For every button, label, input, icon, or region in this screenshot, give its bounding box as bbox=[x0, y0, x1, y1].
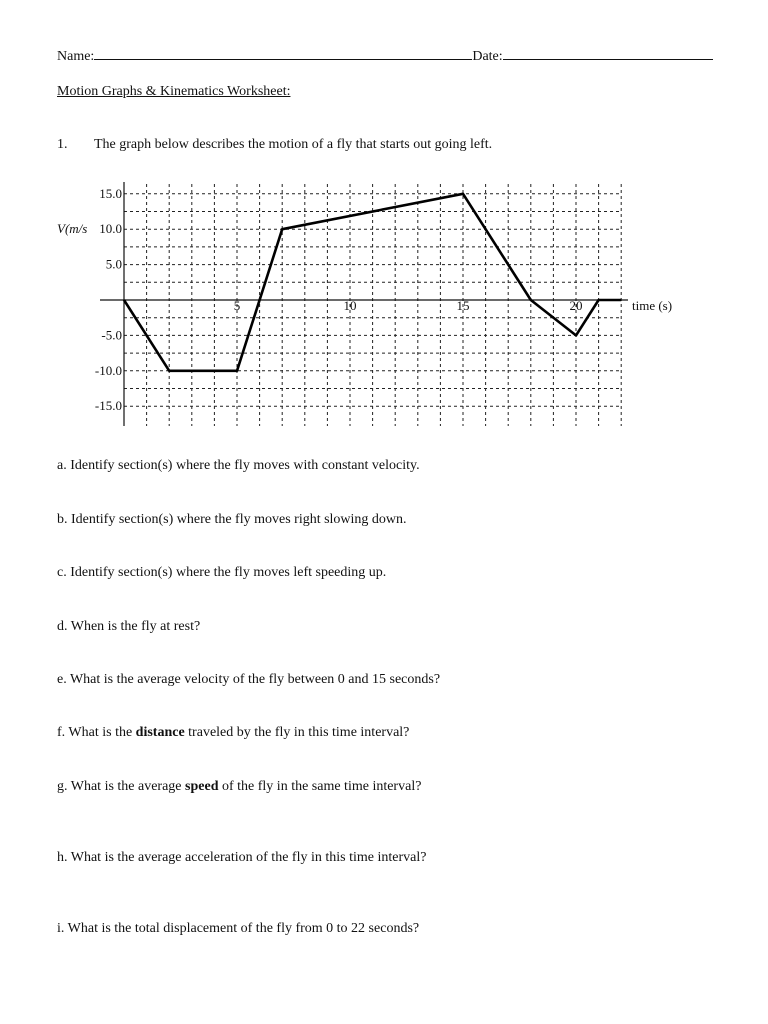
x-tick-label: 20 bbox=[569, 298, 583, 313]
velocity-time-graph bbox=[0, 170, 768, 440]
question-text: a. Identify section(s) where the fly moves with constant velocity. bbox=[57, 458, 420, 473]
question-emphasis: speed bbox=[185, 779, 219, 794]
question-text-tail: traveled by the fly in this time interval? bbox=[184, 725, 410, 740]
y-tick-label: 10.0 bbox=[99, 221, 122, 237]
question-b bbox=[57, 512, 407, 528]
name-label: Name: bbox=[57, 49, 95, 64]
question-i bbox=[57, 921, 419, 937]
question-text: g. What is the average bbox=[57, 779, 186, 794]
question-f bbox=[57, 725, 409, 741]
question-emphasis: distance bbox=[135, 725, 185, 740]
question-text: h. What is the average acceleration of the fly in this time interval? bbox=[57, 850, 427, 865]
name-blank[interactable] bbox=[94, 47, 472, 60]
y-tick-label: -10.0 bbox=[94, 362, 122, 378]
question-text: f. What is the bbox=[57, 725, 136, 740]
y-tick-label: 5.0 bbox=[105, 256, 122, 272]
question-g bbox=[57, 779, 421, 795]
x-axis-label: time (s) bbox=[632, 298, 673, 313]
question-d bbox=[57, 619, 200, 635]
worksheet-title: Motion Graphs & Kinematics Worksheet: bbox=[57, 84, 291, 99]
x-tick-label: 5 bbox=[233, 298, 241, 313]
date-blank[interactable] bbox=[503, 47, 713, 60]
name-field[interactable] bbox=[57, 47, 713, 65]
question-text-tail: of the fly in the same time interval? bbox=[218, 779, 422, 794]
question-text: c. Identify section(s) where the fly moves left speeding up. bbox=[57, 565, 387, 580]
question-text: b. Identify section(s) where the fly moves right slowing down. bbox=[57, 512, 407, 527]
y-tick-label: 15.0 bbox=[99, 185, 122, 201]
question-a bbox=[57, 458, 420, 474]
y-tick-label: -5.0 bbox=[101, 327, 122, 343]
question-h bbox=[57, 850, 426, 866]
question-1 bbox=[57, 137, 493, 153]
question-1-number: 1. bbox=[57, 137, 68, 152]
question-1-text: The graph below describes the motion of a fly that starts out going left. bbox=[94, 137, 493, 152]
question-c bbox=[57, 565, 386, 581]
date-label: Date: bbox=[472, 49, 503, 64]
axes bbox=[100, 182, 628, 426]
x-tick-label: 15 bbox=[456, 298, 470, 313]
question-text: e. What is the average velocity of the fly between 0 and 15 seconds? bbox=[57, 672, 441, 687]
y-axis-label: V(m/s bbox=[57, 221, 88, 237]
question-text: i. What is the total displacement of the fly from 0 to 22 seconds? bbox=[57, 921, 420, 936]
question-e bbox=[57, 672, 440, 688]
question-text: d. When is the fly at rest? bbox=[57, 619, 201, 634]
grid bbox=[124, 184, 622, 426]
x-tick-label: 10 bbox=[343, 298, 357, 313]
y-tick-label: -15.0 bbox=[94, 398, 122, 414]
